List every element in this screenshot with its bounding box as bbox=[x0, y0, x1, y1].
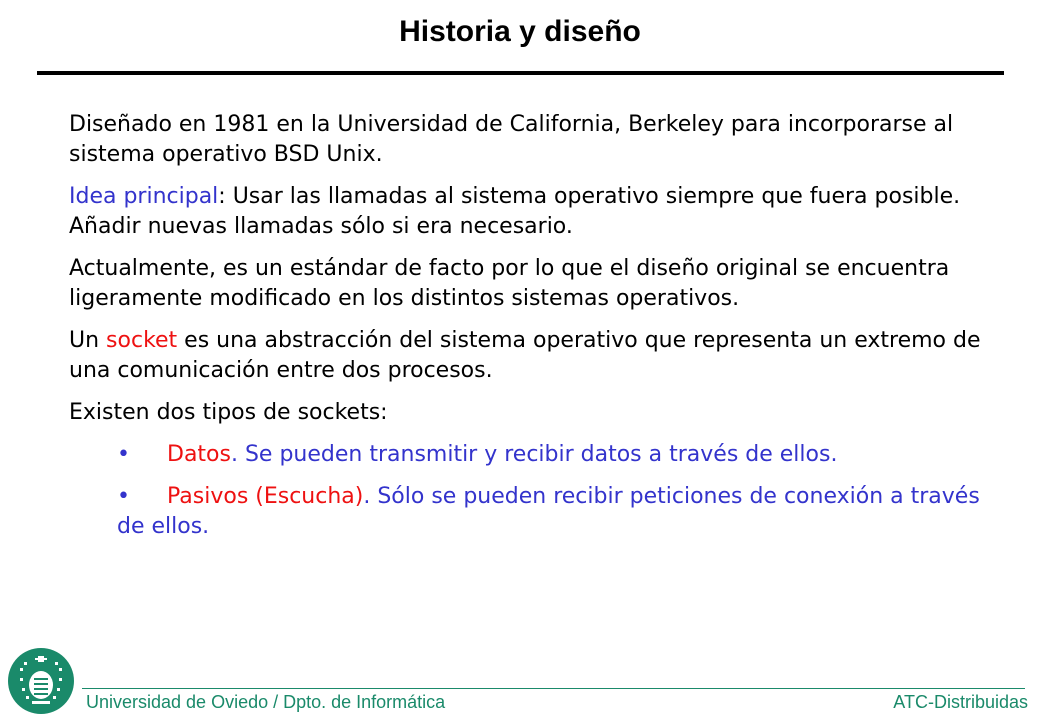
bullet-dot-icon: • bbox=[117, 484, 130, 509]
university-seal-icon bbox=[8, 648, 74, 714]
bullet-item-passive-sockets bbox=[117, 482, 989, 542]
main-idea-text: : Usar las llamadas al sistema operativo siempre que fuera posible. Añadir nuevas llamadas sólo si era necesario. bbox=[69, 184, 961, 239]
socket-types-intro: Existen dos tipos de sockets: bbox=[69, 400, 388, 425]
bullet-text-data: . Se pueden transmitir y recibir datos a través de ellos. bbox=[230, 442, 838, 467]
footer-divider bbox=[82, 688, 1025, 689]
bullet-term-data: Datos bbox=[167, 442, 231, 467]
paragraph-origin bbox=[69, 110, 989, 170]
main-idea-label: Idea principal bbox=[69, 184, 219, 209]
current-status-text: Actualmente, es un estándar de facto por lo que el diseño original se encuentra ligeramente modificado en los distintos sistemas operativos. bbox=[69, 256, 950, 311]
bullet-term-passive: Pasivos (Escucha) bbox=[167, 484, 364, 509]
socket-definition-prefix: Un bbox=[69, 328, 107, 353]
slide-content bbox=[69, 110, 989, 554]
bullet-dot-icon: • bbox=[117, 442, 130, 467]
paragraph-current-status bbox=[69, 254, 989, 314]
title-divider bbox=[37, 71, 1004, 75]
bullet-item-data-sockets bbox=[117, 440, 989, 470]
paragraph-socket-definition bbox=[69, 326, 989, 386]
footer-course: ATC-Distribuidas bbox=[893, 692, 1028, 712]
slide-title: Historia y diseño bbox=[399, 15, 641, 48]
paragraph-main-idea bbox=[69, 182, 989, 242]
paragraph-socket-types bbox=[69, 398, 989, 428]
socket-definition-text: es una abstracción del sistema operativo que representa un extremo de una comunicación entre dos procesos. bbox=[69, 328, 981, 383]
paragraph-origin-text: Diseñado en 1981 en la Universidad de California, Berkeley para incorporarse al sistema operativo BSD Unix. bbox=[69, 112, 954, 167]
bullet-text-passive: . Sólo se pueden recibir peticiones de conexión a través de ellos. bbox=[117, 484, 980, 539]
socket-term: socket bbox=[106, 328, 178, 353]
footer-institution: Universidad de Oviedo / Dpto. de Informática bbox=[86, 692, 446, 712]
